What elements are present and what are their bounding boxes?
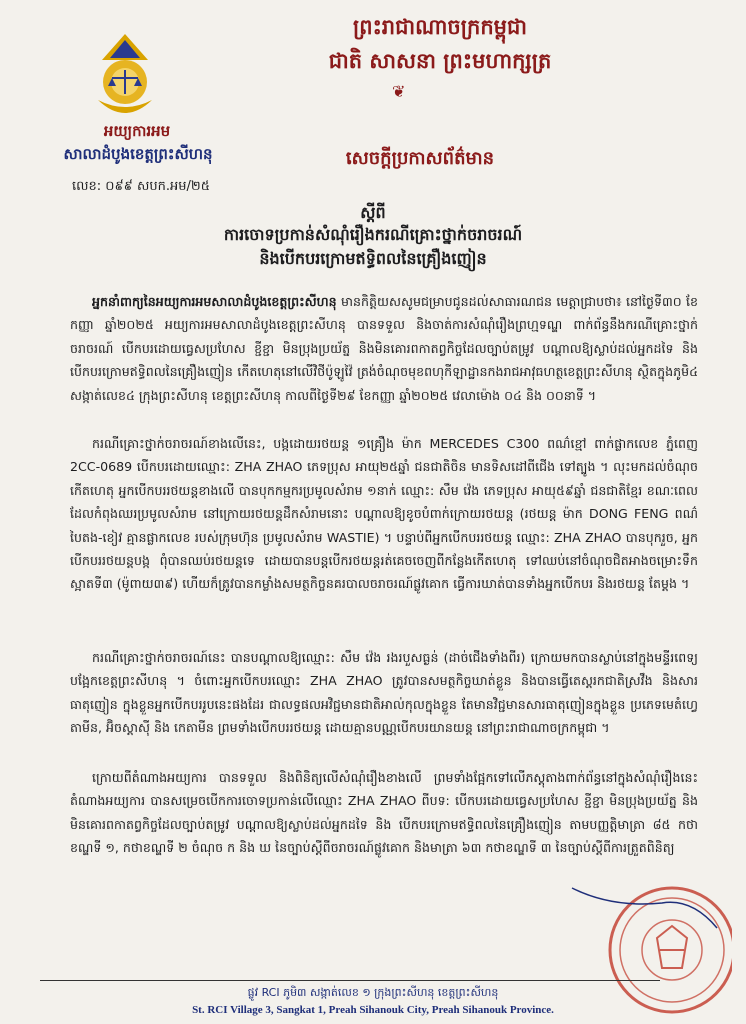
paragraph-2-text: ករណីគ្រោះថ្នាក់ចរាចរណ៍ខាងលើនេះ, បង្កដោយរថយន្ត ១គ្រឿង ម៉ាក MERCEDES C300 ពណ៌ខ្មៅ ពាក់ផ្លាកលេខ ភ្នំពេញ 2CC-0689 បើកបរដោយឈ្មោះ: ZHA ZHAO ភេទប្រុស អាយុ២៥ឆ្នាំ ជនជាតិចិន មានទិសដៅពីជើង ទៅត្បូង ។ លុះមកដល់ចំណុចកើតហេតុ អ្នកបើកបររថយន្តខាងលើ បានបុកកម្មករប្រមូលសំរាម ១នាក់ ឈ្មោះ: សឹម វ៉េង ភេទប្រុស អាយុ៥៩ឆ្នាំ ជនជាតិខ្មែរ ខណៈពេលដែលកំពុងឈរប្រមូលសំរាម នៅក្រោយរថយន្តដឹកសំរាមនោះ បណ្ដាលឱ្យខូចបំពាក់ក្រោយរថយន្ត (រថយន្ត ម៉ាក DONG FENG ពណ៌បៃតង-ខៀវ គ្មានផ្លាកលេខ របស់ក្រុមហ៊ុន ប្រមូលសំរាម WASTIE) ។ បន្ទាប់ពីអ្នកបើកបររថយន្ត ឈ្មោះ: ZHA ZHAO បានបុករួច, អ្នកបើកបររថយន្តបង្ក ពុំបានឈប់រថយន្តទេ ដោយបានបន្តបើករថយន្តរត់គេចចេញពីកន្លែងកើតហេតុ ទៅឈប់នៅចំណុចជិតអាងចម្រោះទឹកស្អាតទី៣ (ម៉ូពាយ៣៩) ហើយក៏ត្រូវបានកម្លាំងសមត្ថកិច្ចនគរបាលចរាចរណ៍ផ្លូវគោក ធ្វើការឃាត់បានទាំងអ្នកបើកបរ និងរថយន្ត តែម្ដង ។ (70, 436, 698, 592)
subject-line-2: និងបើកបរក្រោមឥទ្ធិពលនៃគ្រឿងញៀន (259, 249, 487, 268)
court-emblem-icon (88, 30, 162, 126)
org-line-1: អយ្យការអម (103, 122, 171, 140)
subject-re: ស្ដីពី (360, 203, 386, 222)
org-line-2: សាលាដំបូងខេត្តព្រះសីហនុ (63, 145, 213, 163)
kingdom-heading: ព្រះរាជាណាចក្រកម្ពុជា (352, 15, 527, 39)
paragraph-4 (70, 766, 698, 860)
paragraph-3 (70, 646, 698, 740)
paragraph-1 (70, 290, 698, 407)
footer-address-english: St. RCI Village 3, Sangkat 1, Preah Sihanouk City, Preah Sihanouk Province. (192, 1004, 554, 1016)
paragraph-1-text: មានកិត្តិយសសូមជម្រាបជូនដល់សាធារណជន មេត្តាជ្រាបថា៖ នៅថ្ងៃទី៣០ ខែកញ្ញា ឆ្នាំ២០២៥ អយ្យការអមសាលាដំបូងខេត្តព្រះសីហនុ បានទទួល និងចាត់ការសំណុំរឿងព្រហ្មទណ្ឌ ពាក់ព័ន្ធនឹងករណីគ្រោះថ្នាក់ចរាចរណ៍ បើកបរដោយធ្វេសប្រហែស ខ្ជីខ្ជា មិនប្រុងប្រយ័ត្ន និងមិនគោរពកាតព្វកិច្ចដែលច្បាប់តម្រូវ បណ្ដាលឱ្យស្លាប់ដល់អ្នកដទៃ និង បើកបរក្រោមឥទ្ធិពលនៃគ្រឿងញៀន កើតហេតុនៅលើវិថីប៉ូឡូវ៉ៃ ត្រង់ចំណុចមុខពហុកីឡាដ្ឋានកងរាជអាវុធហត្ថខេត្តព្រះសីហនុ ស្ថិតក្នុងភូមិ៤ សង្កាត់លេខ៤ ក្រុងព្រះសីហនុ ខេត្តព្រះសីហនុ កាលពីថ្ងៃទី២៩ ខែកញ្ញា ឆ្នាំ២០២៥ វេលាម៉ោង ០៤ និង ០០នាទី ។ (70, 294, 698, 403)
paragraph-4-text: ក្រោយពីតំណាងអយ្យការ បានទទួល និងពិនិត្យលើសំណុំរឿងខាងលើ ព្រមទាំងផ្អែកទៅលើភស្តុតាងពាក់ព័ន្ធនៅក្នុងសំណុំរឿងនេះ តំណាងអយ្យការ បានសម្រេចបើកការចោទប្រកាន់លើឈ្មោះ ZHA ZHAO ពីបទ: បើកបរដោយធ្វេសប្រហែស ខ្ជីខ្ជា មិនប្រុងប្រយ័ត្ន និងមិនគោរពកាតព្វកិច្ចដែលច្បាប់តម្រូវ បណ្ដាលឱ្យស្លាប់ដល់អ្នកដទៃ និង បើកបរក្រោមឥទ្ធិពលនៃគ្រឿងញៀន តាមបញ្ញត្តិមាត្រា ៨៥ កថាខណ្ឌទី ១, កថាខណ្ឌទី ២ ចំណុច ក និង ឃ នៃច្បាប់ស្ដីពីចរាចរណ៍ផ្លូវគោក និងមាត្រា ៦៣ កថាខណ្ឌទី ៣ នៃច្បាប់ស្ដីពីការត្រួតពិនិត្យ (70, 770, 698, 856)
header-ornament: ❦ (392, 82, 406, 101)
paragraph-3-text: ករណីគ្រោះថ្នាក់ចរាចរណ៍នេះ បានបណ្ដាលឱ្យឈ្មោះ: សឹម វ៉េង រងរបួសធ្ងន់ (ដាច់ជើងទាំងពីរ) ក្រោយមកបានស្លាប់នៅក្នុងមន្ទីរពេទ្យបង្អែកខេត្តព្រះសីហនុ ។ ចំពោះអ្នកបើកបរឈ្មោះ ZHA ZHAO ត្រូវបានសមត្ថកិច្ចឃាត់ខ្លួន និងបានធ្វើតេស្ដរកជាតិស្រវឹង និងសារធាតុញៀន ក្នុងខ្លួនអ្នកបើកបររូបនេះផងដែរ ជាលទ្ធផលអវិជ្ជមានជាតិអាល់កុលក្នុងខ្លួន តែមានវិជ្ជមានសារធាតុញៀនក្នុងខ្លួន ប្រភេទមេតំហ្វេតាមីន, អ៊ិចស្តាស៊ី និង កេតាមីន ព្រមទាំងបើកបររថយន្ត ដោយគ្មានបណ្ណបើកបរយានយន្ត នៅព្រះរាជាណាចក្រកម្ពុជា ។ (70, 650, 698, 736)
paragraph-1-lead: អ្នកនាំពាក្យនៃអយ្យការអមសាលាដំបូងខេត្តព្រះសីហនុ (92, 294, 337, 309)
footer-divider (40, 980, 660, 981)
motto-heading: ជាតិ សាសនា ព្រះមហាក្សត្រ (328, 49, 552, 73)
reference-number: លេខ: ០៩៩ សបក.អម/២៥ (72, 179, 210, 194)
paragraph-2 (70, 432, 698, 596)
footer-address-khmer: ផ្លូវ RCI ភូមិ៣ សង្កាត់លេខ ១ ក្រុងព្រះសីហនុ ខេត្តព្រះសីហនុ (247, 986, 499, 999)
subject-line-1: ការចោទប្រកាន់សំណុំរឿងករណីគ្រោះថ្នាក់ចរាចរណ៍ (223, 225, 523, 244)
document-title: សេចក្ដីប្រកាសព័ត៌មាន (345, 148, 495, 169)
